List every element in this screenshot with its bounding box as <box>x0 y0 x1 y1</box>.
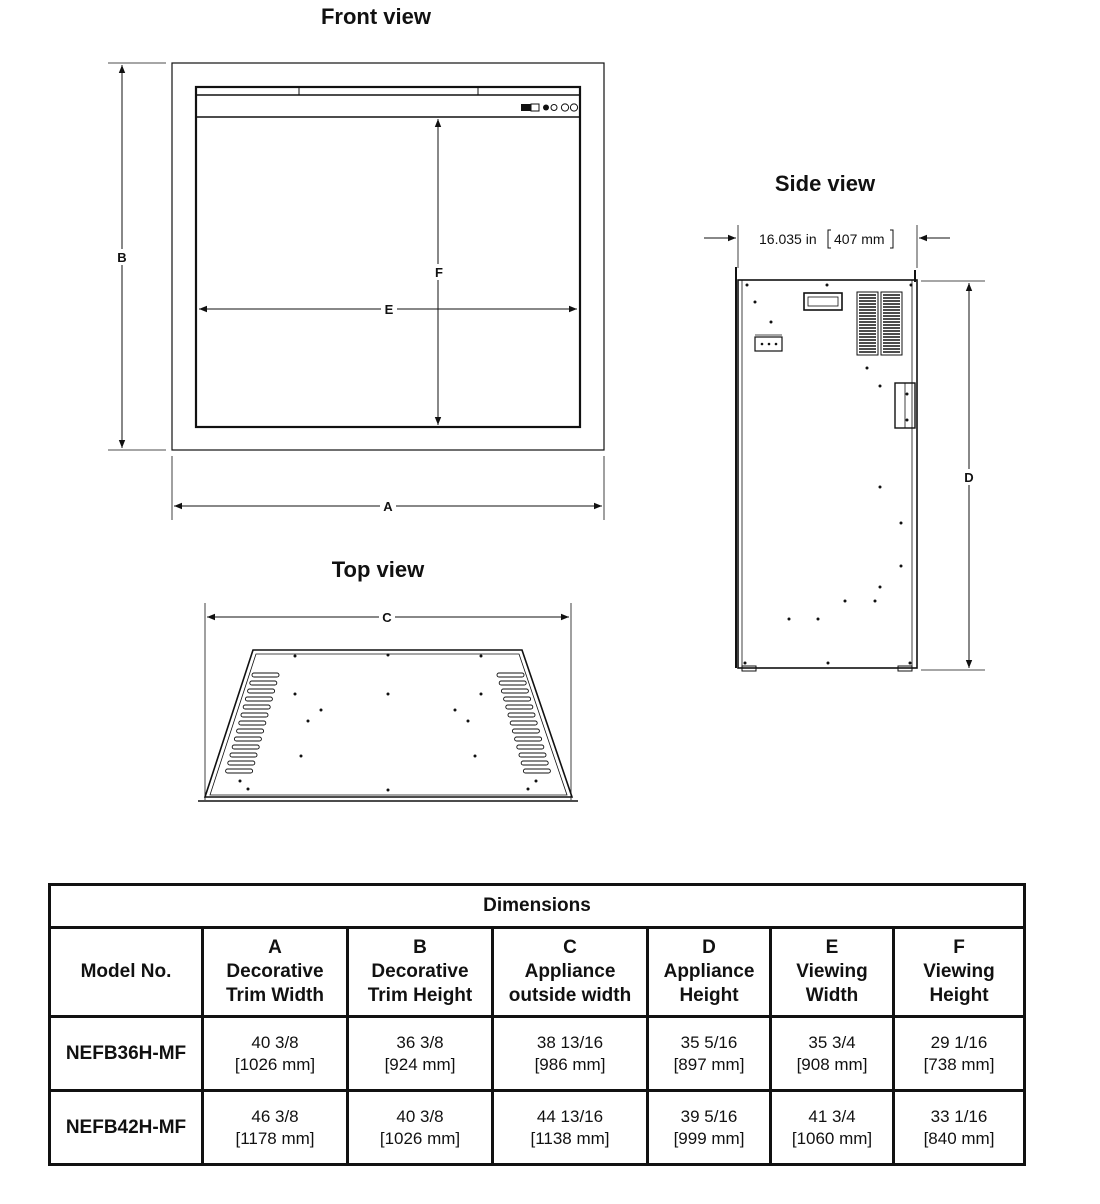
value-cell: 35 3/4 [908 mm] <box>771 1017 894 1091</box>
vent-slot <box>230 753 257 757</box>
vent-slot <box>501 689 528 693</box>
dim-d-label: D <box>964 470 974 485</box>
front-view <box>172 63 604 450</box>
dim-f-label: F <box>435 265 443 280</box>
vent-slot <box>237 729 264 733</box>
control-panel-icon <box>521 104 578 111</box>
header-model: Model No. <box>50 928 203 1017</box>
vent-slot <box>232 745 259 749</box>
value-cell: 40 3/8 [1026 mm] <box>203 1017 348 1091</box>
vent-slot <box>226 769 253 773</box>
vent-slot <box>241 713 268 717</box>
dim-e-label: E <box>384 302 394 317</box>
vent-slot <box>515 737 542 741</box>
top-view <box>198 650 578 801</box>
dim-b-label: B <box>117 250 127 265</box>
vent-slot <box>245 697 272 701</box>
vent-slot <box>497 673 524 677</box>
side-dimension-inches: 16.035 in <box>759 231 817 247</box>
value-cell: 44 13/16 [1138 mm] <box>493 1091 648 1165</box>
vent-slot <box>248 689 275 693</box>
vent-slot <box>506 705 533 709</box>
side-dimension-mm: 407 mm <box>834 231 885 247</box>
table-caption: Dimensions <box>50 885 1025 928</box>
vent-slot <box>519 753 546 757</box>
side-view <box>736 267 917 671</box>
vent-slot <box>243 705 270 709</box>
value-cell: 38 13/16 [986 mm] <box>493 1017 648 1091</box>
decorative-trim <box>172 63 604 450</box>
value-cell: 40 3/8 [1026 mm] <box>348 1091 493 1165</box>
side-dimension-label <box>759 230 893 248</box>
vent-slot <box>521 761 548 765</box>
side-view-title: Side view <box>774 171 876 196</box>
front-view-title: Front view <box>320 4 432 29</box>
handle-cutout <box>804 293 842 310</box>
table-row <box>50 1017 1025 1091</box>
value-cell: 46 3/8 [1178 mm] <box>203 1091 348 1165</box>
header-f: F Viewing Height <box>894 928 1025 1017</box>
side-vent-grille <box>857 292 902 355</box>
vent-slot <box>250 681 277 685</box>
vent-slot <box>523 769 550 773</box>
vent-slot <box>512 729 539 733</box>
vent-slot <box>252 673 279 677</box>
dim-a-label: A <box>383 499 393 514</box>
viewing-frame <box>196 87 580 427</box>
vent-slot <box>504 697 531 701</box>
dim-c-label: C <box>382 610 392 625</box>
vent-slot <box>510 721 537 725</box>
vent-slot <box>228 761 255 765</box>
vent-slot <box>499 681 526 685</box>
model-cell: NEFB36H-MF <box>50 1017 203 1091</box>
vent-slot <box>234 737 261 741</box>
header-c: C Appliance outside width <box>493 928 648 1017</box>
header-a: A Decorative Trim Width <box>203 928 348 1017</box>
table-row <box>50 1091 1025 1165</box>
top-view-title: Top view <box>331 557 425 582</box>
value-cell: 33 1/16 [840 mm] <box>894 1091 1025 1165</box>
value-cell: 35 5/16 [897 mm] <box>648 1017 771 1091</box>
vent-slot <box>508 713 535 717</box>
header-b: B Decorative Trim Height <box>348 928 493 1017</box>
header-d: D Appliance Height <box>648 928 771 1017</box>
value-cell: 36 3/8 [924 mm] <box>348 1017 493 1091</box>
dimensions-table <box>48 883 1026 1166</box>
header-e: E Viewing Width <box>771 928 894 1017</box>
value-cell: 39 5/16 [999 mm] <box>648 1091 771 1165</box>
table-header-row <box>50 928 1025 1017</box>
vent-slot <box>517 745 544 749</box>
model-cell: NEFB42H-MF <box>50 1091 203 1165</box>
vent-slot <box>239 721 266 725</box>
value-cell: 29 1/16 [738 mm] <box>894 1017 1025 1091</box>
value-cell: 41 3/4 [1060 mm] <box>771 1091 894 1165</box>
top-screw-dots <box>239 654 538 792</box>
